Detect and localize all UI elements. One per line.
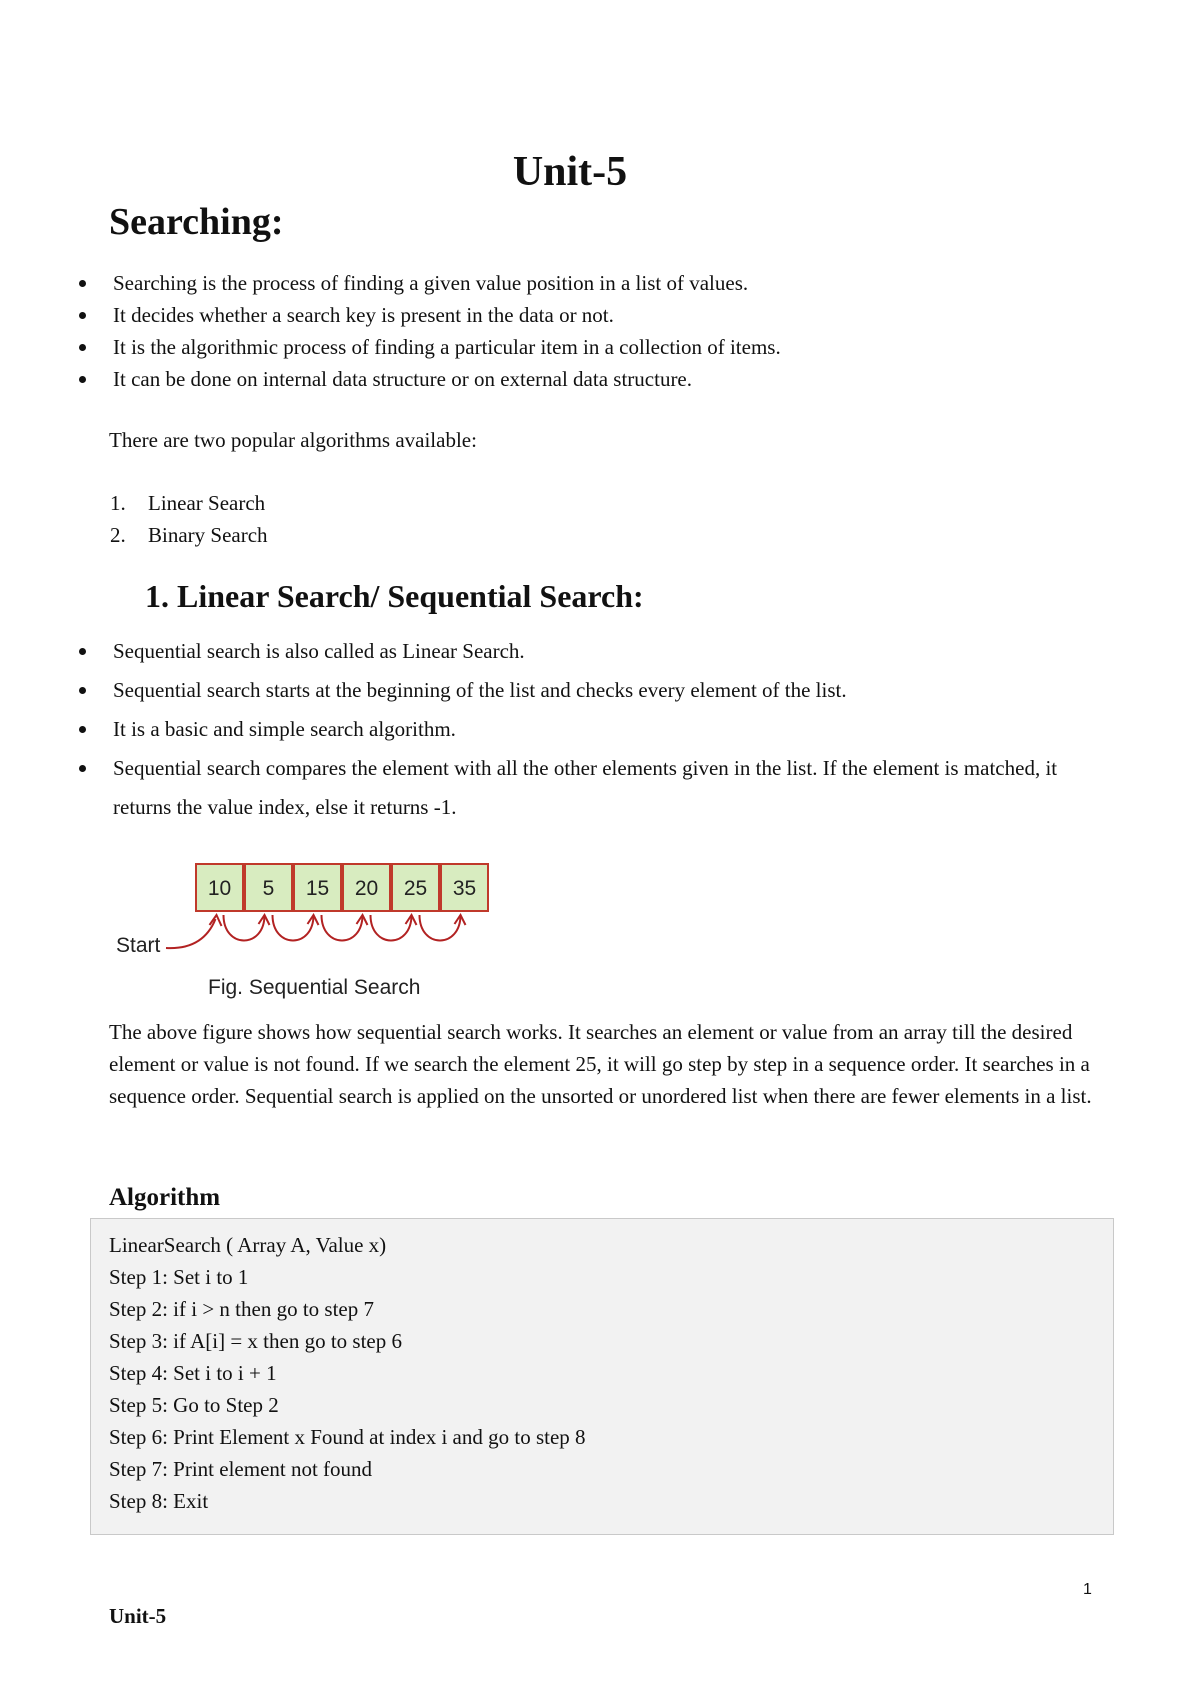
list-item-label: Binary Search [148,523,268,547]
page-number: 1 [1083,1581,1092,1598]
algorithm-line: Step 5: Go to Step 2 [109,1393,279,1417]
list-number: 1. [110,491,126,515]
step-arrow [322,915,363,941]
list-item: Searching is the process of finding a given value position in a list of values. [0,267,781,299]
algorithm-line: Step 1: Set i to 1 [109,1265,249,1289]
list-item: Sequential search compares the element with all the other elements given in the list. If the element is matched, it returns the value index, else it returns -1. [0,749,1080,827]
algorithm-line: Step 7: Print element not found [109,1457,373,1481]
step-arrow [224,915,265,941]
list-item: Sequential search starts at the beginning of the list and checks every element of the list. [0,671,1080,710]
algorithm-steps [109,1229,586,1517]
array-cell-value: 25 [403,877,428,900]
list-item-label: Linear Search [148,491,266,515]
list-item: It can be done on internal data structure or on external data structure. [0,363,781,395]
algorithm-code-box [90,1218,1114,1535]
list-item: It decides whether a search key is present in the data or not. [0,299,781,331]
list-item: It is a basic and simple search algorithm. [0,710,1080,749]
sequential-search-diagram [108,852,528,972]
array-cell-value: 5 [262,877,275,900]
figure-start-label: Start [116,934,161,957]
start-arrow [166,919,216,948]
list-item [110,487,268,519]
figure-explanation-paragraph: The above figure shows how sequential search works. It searches an element or value from an array till the desired element or value is not found. If we search the element 25, it will go step by step in a sequence order. It searches in a sequence order. Sequential search is applied on the unsorted or unordered list when there are fewer elements in a list. [109,1020,1092,1108]
array-cell-value: 15 [305,877,330,900]
algorithm-line: Step 8: Exit [109,1489,209,1513]
intro-bullet-list [0,267,781,395]
array-cell-value: 35 [452,877,477,900]
list-number: 2. [110,523,126,547]
section-heading-searching: Searching: [109,201,284,243]
algorithm-line: Step 3: if A[i] = x then go to step 6 [109,1329,402,1353]
figure-caption: Fig. Sequential Search [208,976,421,999]
algorithms-intro-text: There are two popular algorithms available: [109,428,477,452]
array-cell-value: 20 [354,877,379,900]
page-title: Unit-5 [512,149,628,195]
algorithm-heading: Algorithm [109,1184,221,1211]
step-arrow [420,915,461,941]
page-footer: Unit-5 [109,1604,167,1628]
step-arrow [371,915,412,941]
algorithm-line: Step 6: Print Element x Found at index i and go to step 8 [109,1425,586,1449]
list-item [110,519,268,551]
algorithm-line: Step 2: if i > n then go to step 7 [109,1297,374,1321]
algorithm-numbered-list [110,487,268,551]
subsection-heading-linear-search: 1. Linear Search/ Sequential Search: [145,578,644,614]
linear-search-bullet-list [0,632,1080,827]
step-arrow [273,915,314,941]
list-item: Sequential search is also called as Linear Search. [0,632,1080,671]
algorithm-line: Step 4: Set i to i + 1 [109,1361,277,1385]
algorithm-line: LinearSearch ( Array A, Value x) [109,1233,387,1257]
array-cell-value: 10 [207,877,232,900]
list-item: It is the algorithmic process of finding a particular item in a collection of items. [0,331,781,363]
